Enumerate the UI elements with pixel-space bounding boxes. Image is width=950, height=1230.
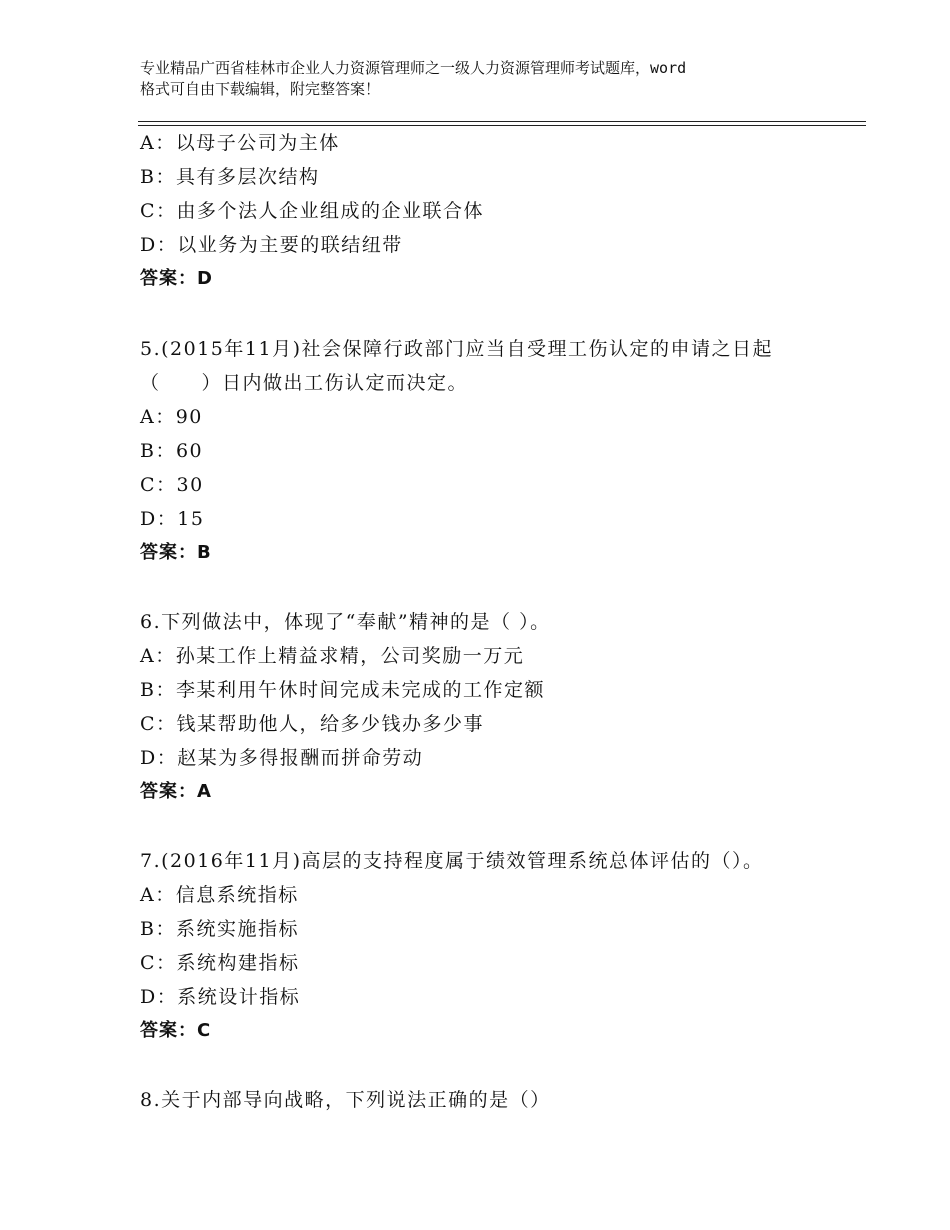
header-line-2: 格式可自由下载编辑，附完整答案！	[140, 80, 381, 98]
q7-stem: 7.(2016年11月)高层的支持程度属于绩效管理系统总体评估的（）。	[140, 850, 764, 872]
q6-answer: 答案：A	[140, 781, 212, 802]
q5-stem-line-2: （ ）日内做出工伤认定而决定。	[140, 372, 469, 394]
q7-option-d: D：系统设计指标	[140, 986, 301, 1008]
q4-option-d: D：以业务为主要的联结纽带	[140, 234, 403, 256]
q7-option-a: A：信息系统指标	[140, 884, 299, 906]
header-line-1: 专业精品广西省桂林市企业人力资源管理师之一级人力资源管理师考试题库，word	[140, 59, 687, 77]
q5-option-a: A：90	[140, 406, 203, 428]
q5-answer: 答案：B	[140, 542, 212, 563]
q4-answer: 答案：D	[140, 268, 213, 289]
q8-stem: 8.关于内部导向战略，下列说法正确的是（）	[140, 1089, 551, 1111]
q5-option-c: C：30	[140, 474, 204, 496]
q4-option-a: A：以母子公司为主体	[140, 132, 340, 154]
q6-option-b: B：李某利用午休时间完成未完成的工作定额	[140, 679, 545, 701]
q5-stem-line-1: 5.(2015年11月)社会保障行政部门应当自受理工伤认定的申请之日起	[140, 338, 773, 360]
q7-option-c: C：系统构建指标	[140, 952, 300, 974]
header-rule-bottom	[138, 125, 866, 126]
q6-option-a: A：孙某工作上精益求精，公司奖励一万元	[140, 645, 525, 667]
q7-option-b: B：系统实施指标	[140, 918, 299, 940]
q4-option-c: C：由多个法人企业组成的企业联合体	[140, 200, 485, 222]
q5-option-b: B：60	[140, 440, 204, 462]
document-header	[140, 58, 830, 100]
q4-option-b: B：具有多层次结构	[140, 166, 320, 188]
q6-option-c: C：钱某帮助他人，给多少钱办多少事	[140, 713, 485, 735]
q7-answer: 答案：C	[140, 1020, 212, 1041]
q6-stem: 6.下列做法中，体现了“奉献”精神的是（ ）。	[140, 611, 551, 633]
q5-option-d: D：15	[140, 508, 205, 530]
header-rule-top	[138, 121, 866, 122]
q6-option-d: D：赵某为多得报酬而拼命劳动	[140, 747, 424, 769]
